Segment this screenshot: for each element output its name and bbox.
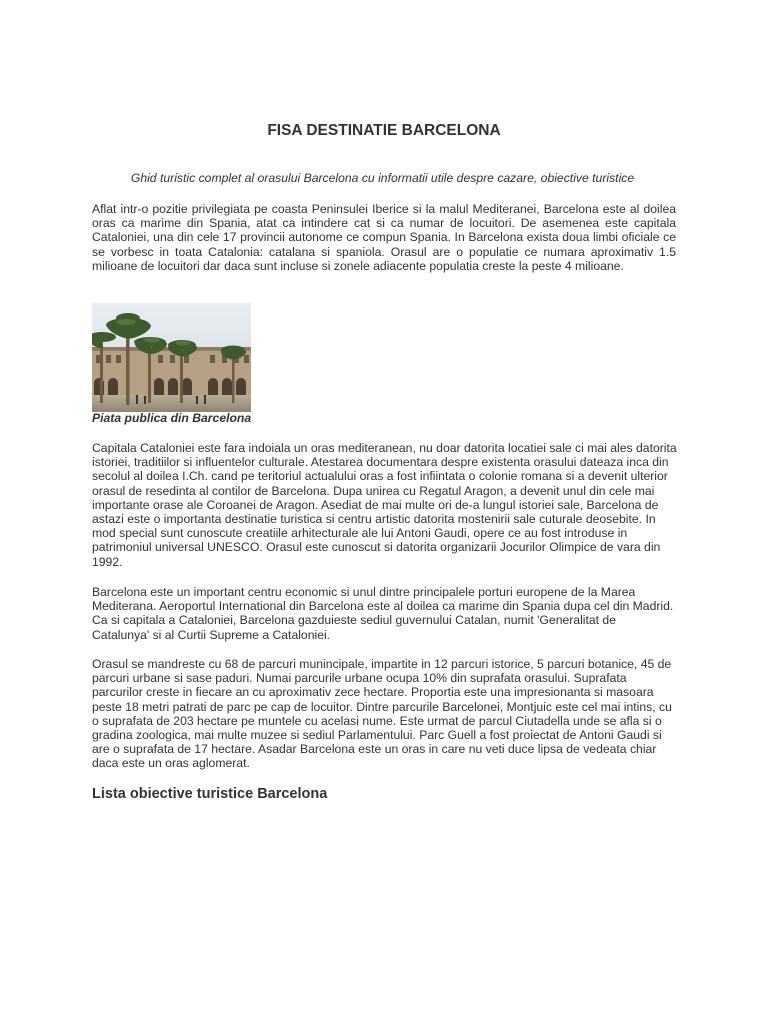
page-subtitle: Ghid turistic complet al orasului Barcelona cu informatii utile despre cazare, obiective turistice <box>130 171 635 185</box>
intro-paragraph: Aflat intr-o pozitie privilegiata pe coasta Peninsulei Iberice si la malul Mediteranei, Barcelona este al doilea oras ca marime din Spania, atat ca intindere cat si ca numar de locuitori. De asemenea este capitala Cataloniei, una din cele 17 provincii autonome ce compun Spania. In Barcelona exista doua limbi oficiale ce se vorbesc in toata Catalonia: catalana si spaniola. Orasul are o populatie ce numara aproximativ 1.5 milioane de locuitori dar daca sunt incluse si zonele adiacente populatia creste la peste 4 milioane. <box>92 202 676 273</box>
image-caption: Piata publica din Barcelona <box>92 411 252 425</box>
page-title: FISA DESTINATIE BARCELONA <box>267 122 501 139</box>
barcelona-square-photo <box>92 303 251 412</box>
section-heading: Lista obiective turistice Barcelona <box>92 786 328 802</box>
parks-paragraph: Orasul se mandreste cu 68 de parcuri munincipale, impartite in 12 parcuri istorice, 5 parcuri botanice, 45 de parcuri urbane si sase paduri. Numai parcurile urbane ocupa 10% din suprafata orasului. Suprafata parcurilor creste in fiecare an cu aproximativ zece hectare. Proportia este una impresionanta si masoara peste 18 metri patrati de parc pe cap de locuitor. Dintre parcurile Barcelonei, Montjuic este cel mai intins, cu o suprafata de 203 hectare pe muntele cu acelasi nume. Este urmat de parcul Ciutadella unde se afla si o gradina zoologica, mai multe muzee si sediul Parlamentului. Parc Guell a fost proiectat de Antoni Gaudi si are o suprafata de 17 hectare. Asadar Barcelona este un oras in care nu veti duce lipsa de vedeata chiar daca este un oras aglomerat. <box>92 657 672 771</box>
economy-paragraph: Barcelona este un important centru economic si unul dintre principalele porturi europene de la Marea Mediterana. Aeroportul International din Barcelona este al doilea ca marime din Spania dupa cel din Madrid. Ca si capitala a Cataloniei, Barcelona gazduieste sediul guvernului Catalan, numit 'Generalitat de Catalunya' si al Curtii Supreme a Cataloniei. <box>92 585 674 642</box>
history-paragraph: Capitala Cataloniei este fara indoiala un oras mediteranean, nu doar datorita locatiei sale ci mai ales datorita istoriei, traditiilor si influentelor culturale. Atestarea documentara despre existenta orasului dateaza inca din secolul al doilea I.Ch. cand pe teritoriul actualului oras a fost infiintata o colonie romana si a devenit ulterior orasul de resedinta al contilor de Barcelona. Dupa unirea cu Regatul Aragon, a devenit unul din cele mai importante orase ale Coroanei de Aragon. Asediat de mai multe ori de-a lungul istoriei sale, Barcelona de astazi este o importanta destinatie turistica si centru artistic datorita mostenirii sale cuturale deosebite. In mod special sunt cunoscute creatiile arhitecturale ale lui Antoni Gaudi, opere ce au fost introduse in patrimoniul universal UNESCO. Orasul este cunoscut si datorita organizarii Jocurilor Olimpice de vara din 1992. <box>92 441 677 569</box>
